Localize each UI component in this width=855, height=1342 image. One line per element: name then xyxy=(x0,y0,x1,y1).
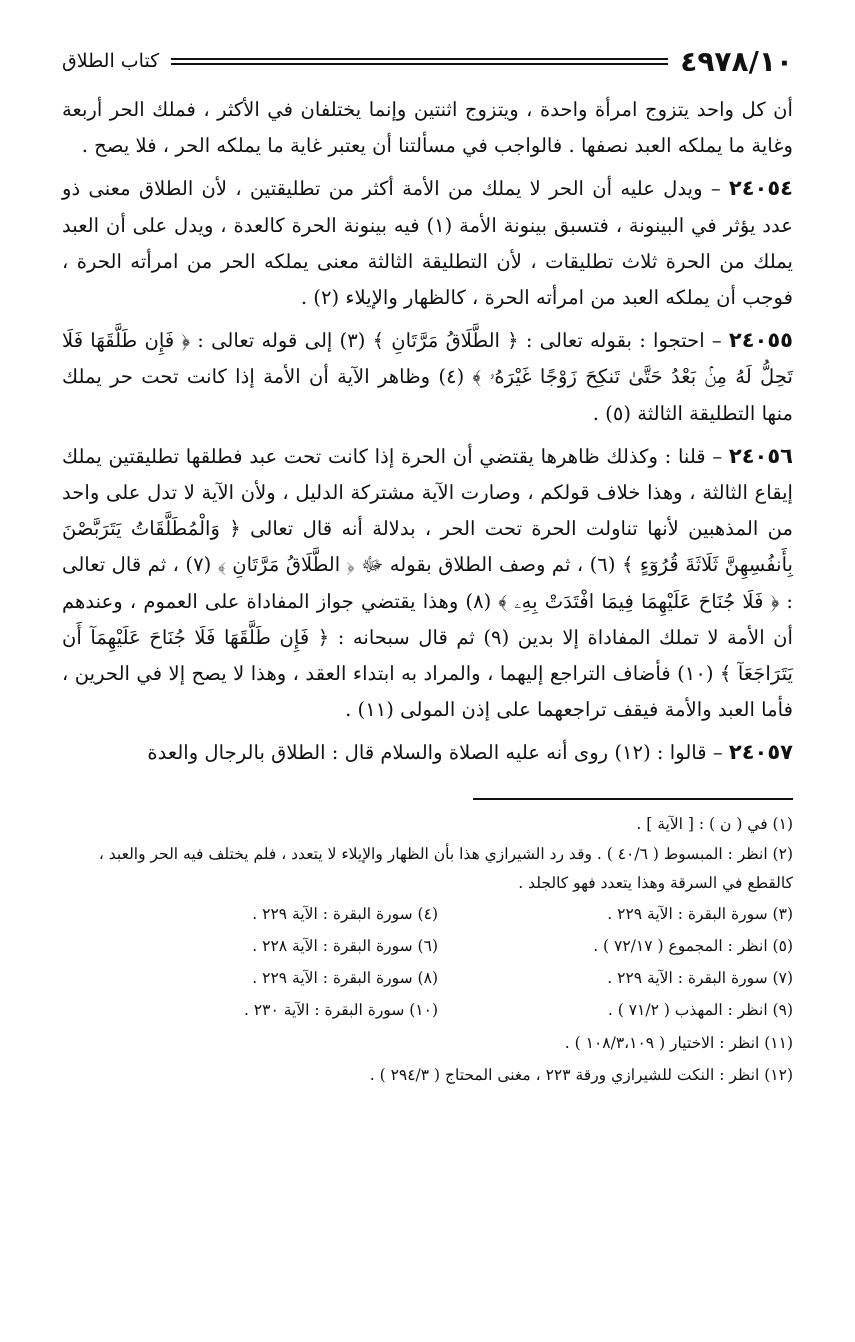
paragraph xyxy=(62,322,793,432)
book-title: كتاب الطلاق xyxy=(62,50,160,72)
footnote: (١١) انظر : الاختيار ( ١٠٨/٣،١٠٩ ) . xyxy=(564,1033,793,1052)
paragraph-number: ٢٤٠٥٧ xyxy=(728,740,793,765)
footnote: (١٠) سورة البقرة : الآية ٢٣٠ . xyxy=(243,1001,438,1020)
header-rule xyxy=(171,58,668,65)
paragraph-text: – ويدل عليه أن الحر لا يملك من الأمة أكثر من تطليقتين ، لأن الطلاق معنى ذو عدد يؤثر في البينونة ، فتسبق بينونة الأمة (١) فيه بينونة الحرة كالعدة ، ويدل على أن العبد يملك من الحرة ثلاث تطليقات ، لأن التطليقة الثالثة معنى يملكه الحر من امرأته الحرة ، فوجب أن يملكه العبد من امرأته الحرة ، كالظهار والإيلاء (٢) . xyxy=(62,177,793,310)
footnote: (٤) سورة البقرة : الآية ٢٢٩ . xyxy=(252,904,438,923)
footnote: (١) في ( ن ) : [ الآية ] . xyxy=(636,814,793,833)
footnote: (٧) سورة البقرة : الآية ٢٢٩ . xyxy=(607,969,793,988)
paragraph-text: – احتجوا : بقوله تعالى : ﴿ الطَّلَاقُ مَرَّتَانِ ﴾ (٣) إلى قوله تعالى : ﴿ فَإِن طَلَّقَهَا فَلَا تَحِلُّ لَهُ مِنۢ بَعْدُ حَتَّىٰ تَنكِحَ زَوْجًا غَيْرَهُۥ ﴾ (٤) وظاهر الآية أن الأمة إذا كانت تحت حر يملك منها التطليقة الثالثة (٥) . xyxy=(62,329,794,425)
footnote: (٦) سورة البقرة : الآية ٢٢٨ . xyxy=(252,937,438,956)
footnotes xyxy=(62,808,793,1091)
footnote: (٨) سورة البقرة : الآية ٢٢٩ . xyxy=(252,969,438,988)
page xyxy=(62,38,793,1322)
page-number: ٤٩٧٨/١٠ xyxy=(680,44,793,78)
main-text xyxy=(62,92,793,772)
footnote-separator xyxy=(473,798,793,800)
page-header xyxy=(62,38,793,84)
footnote-row xyxy=(62,994,793,1026)
paragraph-text: – قلنا : وكذلك ظاهرها يقتضي أن الحرة إذا كانت تحت عبد فطلقها تطليقتين يملك إيقاع الثالثة ، وهذا خلاف قولكم ، وصارت الآية مشتركة الدليل ، ولأن الآية لا تدل على واحد من المذهبين لأنها تناولت الحرة تحت الحر ، بدلالة أنه قال تعالى ﴿ وَالْمُطَلَّقَاتُ يَتَرَبَّصْنَ بِأَنفُسِهِنَّ ثَلَاثَةَ قُرُوٓءٍ ﴾ (٦) ، ثم وصف الطلاق بقوله ﷻ ﴿ الطَّلَاقُ مَرَّتَانِ ﴾ (٧) ، ثم قال تعالى : ﴿ فَلَا جُنَاحَ عَلَيْهِمَا فِيمَا افْتَدَتْ بِهِۦ ﴾ (٨) وهذا يقتضي جواز المفاداة على العموم ، وعندهم أن الأمة لا تملك المفاداة إلا بدين (٩) ثم قال سبحانه : ﴿ فَإِن طَلَّقَهَا فَلَا جُنَاحَ عَلَيْهِمَآ أَن يَتَرَاجَعَآ ﴾ (١٠) فأضاف التراجع إليهما ، والمراد به ابتداء العقد ، وهذا لا يصح إلا في الحرين ، فأما العبد والأمة فيقف تراجعهما على إذن المولى (١١) . xyxy=(62,444,794,722)
paragraph xyxy=(62,734,793,771)
footnote: (٩) انظر : المهذب ( ٧١/٢ ) . xyxy=(607,1001,793,1020)
footnote-row xyxy=(62,898,793,930)
paragraph xyxy=(62,438,793,729)
footnote: (١٢) انظر : النكت للشيرازي ورقة ٢٢٣ ، مغنى المحتاج ( ٢٩٤/٣ ) . xyxy=(369,1065,793,1084)
paragraph-text: أن كل واحد يتزوج امرأة واحدة ، ويتزوج اثنتين وإنما يختلفان في الأكثر ، فملك الحر أربعة وغاية ما يملكه العبد نصفها . فالواجب في مسألتنا أن يعتبر غاية ما يملكه الحر ، فلا يصح . xyxy=(62,98,793,158)
footnote: (٢) انظر : المبسوط ( ٤٠/٦ ) . وقد رد الشيرازي هذا بأن الظهار والإيلاء لا يتعدد ، فلم يختلف فيه الحر والعبد ، كالقطع في السرقة وهذا يتعدد فهو كالجلد . xyxy=(98,844,793,892)
paragraph-number: ٢٤٠٥٦ xyxy=(728,443,793,468)
paragraph xyxy=(62,170,793,316)
paragraph-number: ٢٤٠٥٤ xyxy=(728,176,793,201)
footnote-row xyxy=(62,930,793,962)
paragraph xyxy=(62,92,793,164)
footnote-row xyxy=(62,962,793,994)
paragraph-text: – قالوا : (١٢) روى أنه عليه الصلاة والسلام قال : الطلاق بالرجال والعدة xyxy=(147,741,723,765)
paragraph-number: ٢٤٠٥٥ xyxy=(728,328,793,353)
footnote: (٣) سورة البقرة : الآية ٢٢٩ . xyxy=(607,904,793,923)
footnote: (٥) انظر : المجموع ( ٧٢/١٧ ) . xyxy=(593,937,793,956)
